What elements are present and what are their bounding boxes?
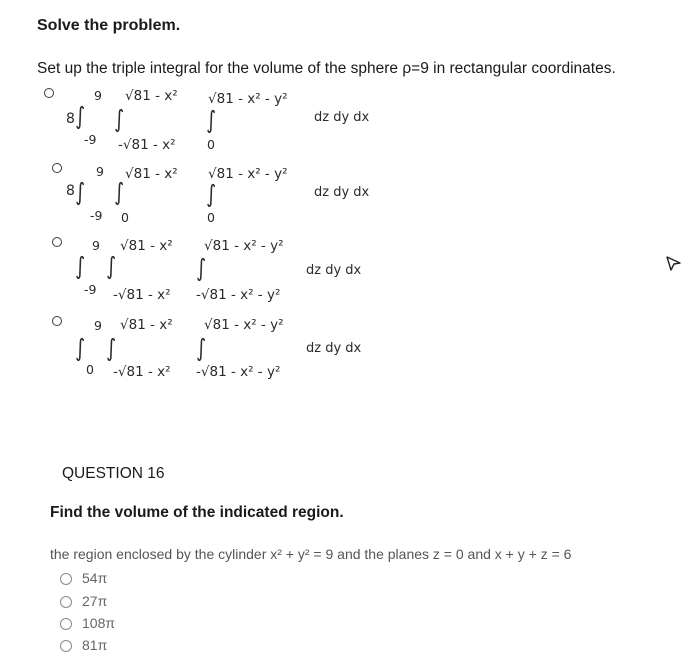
question-region: the region enclosed by the cylinder x² + y² = 9 and the planes z = 0 and x + y + z = 6: [50, 546, 572, 562]
lower-limit: -√81 - x² - y²: [196, 287, 281, 303]
upper-limit: √81 - x²: [125, 166, 178, 182]
coefficient: 8: [66, 183, 75, 199]
question-prompt: Set up the triple integral for the volume of the sphere ρ=9 in rectangular coordinates.: [37, 60, 616, 77]
lower-limit: 0: [207, 210, 215, 225]
lower-limit: -√81 - x²: [118, 137, 176, 153]
heading: Solve the problem.: [37, 17, 181, 34]
upper-limit: 9: [94, 88, 102, 103]
lower-limit: -9: [84, 282, 97, 297]
radio-button[interactable]: [44, 88, 54, 98]
choice-label: 54π: [82, 570, 108, 586]
integral-sign: ∫: [75, 102, 86, 130]
lower-limit: 0: [207, 137, 215, 152]
differential: dz dy dx: [306, 341, 362, 356]
integral-sign: ∫: [106, 252, 117, 280]
choice-label: 108π: [82, 615, 116, 631]
differential: dz dy dx: [314, 110, 370, 125]
integral-sign: ∫: [196, 334, 207, 362]
upper-limit: √81 - x²: [120, 238, 173, 254]
upper-limit: √81 - x² - y²: [204, 238, 284, 254]
integral-sign: ∫: [206, 180, 217, 208]
upper-limit: 9: [94, 318, 102, 333]
radio-button[interactable]: [52, 316, 62, 326]
radio-button[interactable]: [52, 237, 62, 247]
radio-button[interactable]: [60, 640, 72, 652]
upper-limit: √81 - x² - y²: [208, 91, 288, 107]
integral-sign: ∫: [106, 334, 117, 362]
upper-limit: √81 - x²: [125, 88, 178, 104]
integral-sign: ∫: [75, 252, 86, 280]
upper-limit: √81 - x² - y²: [208, 166, 288, 182]
lower-limit: 0: [121, 210, 129, 225]
cursor-icon: [664, 254, 684, 274]
coefficient: 8: [66, 111, 75, 127]
integral-sign: ∫: [75, 178, 86, 206]
integral-sign: ∫: [114, 105, 125, 133]
upper-limit: 9: [96, 164, 104, 179]
lower-limit: -9: [90, 208, 103, 223]
choice-label: 27π: [82, 593, 108, 609]
question-instruction: Find the volume of the indicated region.: [50, 504, 344, 521]
lower-limit: 0: [86, 362, 94, 377]
upper-limit: √81 - x²: [120, 317, 173, 333]
differential: dz dy dx: [306, 263, 362, 278]
integral-sign: ∫: [114, 178, 125, 206]
integral-sign: ∫: [196, 254, 207, 282]
upper-limit: √81 - x² - y²: [204, 317, 284, 333]
question-title: QUESTION 16: [62, 465, 165, 482]
radio-button[interactable]: [60, 596, 72, 608]
radio-button[interactable]: [60, 573, 72, 585]
radio-button[interactable]: [60, 618, 72, 630]
lower-limit: -√81 - x²: [113, 364, 171, 380]
upper-limit: 9: [92, 238, 100, 253]
lower-limit: -√81 - x² - y²: [196, 364, 281, 380]
radio-button[interactable]: [52, 163, 62, 173]
differential: dz dy dx: [314, 185, 370, 200]
choice-label: 81π: [82, 637, 108, 653]
lower-limit: -√81 - x²: [113, 287, 171, 303]
lower-limit: -9: [84, 132, 97, 147]
integral-sign: ∫: [206, 106, 217, 134]
integral-sign: ∫: [75, 334, 86, 362]
